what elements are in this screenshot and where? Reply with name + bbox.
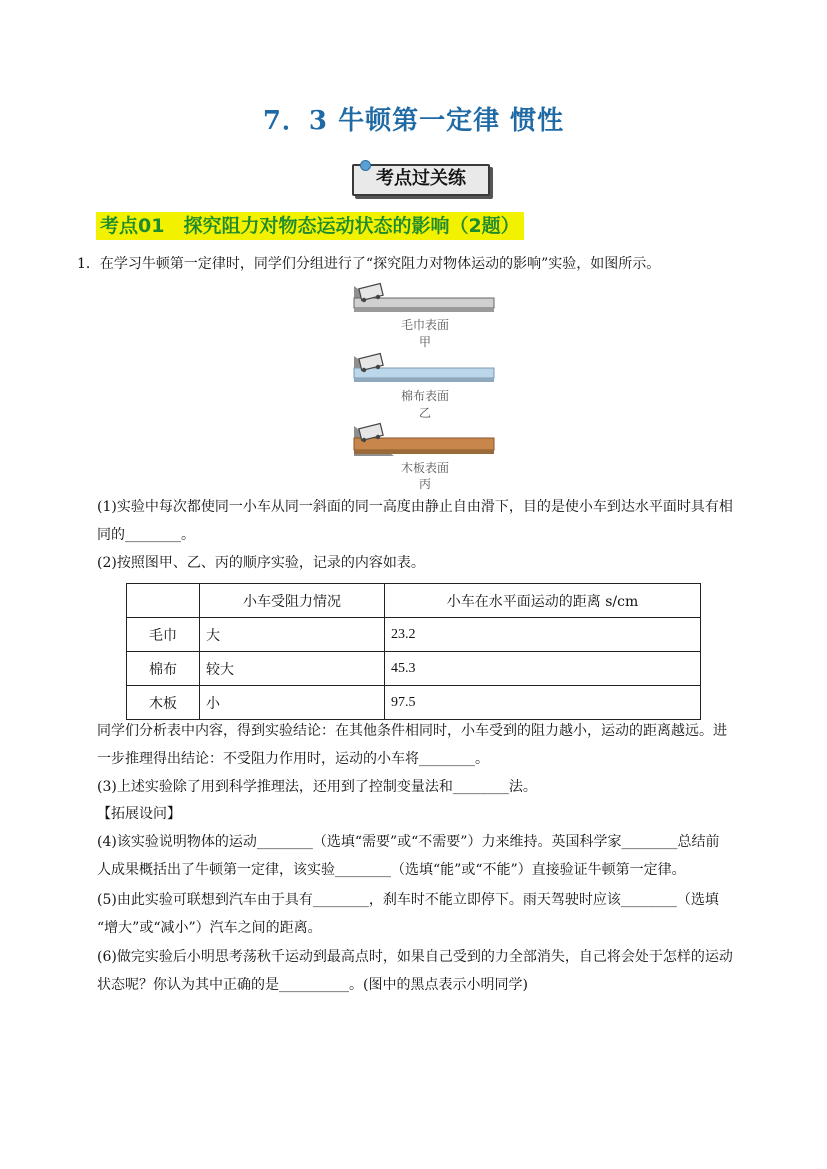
caption-surface-towel: 毛巾表面 <box>400 318 449 332</box>
incline-towel <box>354 284 494 312</box>
table-row <box>127 652 701 686</box>
table-cell: 毛巾 <box>127 618 200 652</box>
incline-wood <box>354 424 494 456</box>
table-header-cell: 小车在水平面运动的距离 s/cm <box>385 584 701 618</box>
q1-part1-line1: (1)实验中每次都使同一小车从同一斜面的同一高度由静止自由滑下，目的是使小车到达水平面时具有相 <box>97 499 733 515</box>
table-header-row <box>127 584 701 618</box>
wheel-icon <box>376 365 380 369</box>
caption-surface-wood: 木板表面 <box>400 461 449 475</box>
extension-heading: 【拓展设问】 <box>97 806 181 822</box>
page-title: 7．3 牛顿第一定律 惯性 <box>262 106 565 136</box>
section-heading: 考点01 探究阻力对物态运动状态的影响（2题） <box>96 212 524 240</box>
section-badge <box>352 160 492 194</box>
wheel-icon <box>362 368 366 372</box>
table-row <box>127 686 701 720</box>
table-cell: 棉布 <box>127 652 200 686</box>
table-row <box>127 618 701 652</box>
question-intro: 1．在学习牛顿第一定律时，同学们分组进行了“探究阻力对物体运动的影响”实验，如图所示。 <box>77 256 661 272</box>
table-cell: 小 <box>200 686 385 720</box>
table-cell: 45.3 <box>385 652 701 686</box>
q1-conclusion-line1: 同学们分析表中内容，得到实验结论：在其他条件相同时，小车受到的阻力越小，运动的距离越远。进 <box>97 723 727 739</box>
incline-cotton <box>354 354 494 382</box>
q1-part3: (3)上述实验除了用到科学推理法，还用到了控制变量法和________法。 <box>97 779 537 795</box>
surface-edge <box>354 450 494 454</box>
q1-part5-line2: “增大”或“减小”）汽车之间的距离。 <box>97 920 322 936</box>
table-header-cell: 小车受阻力情况 <box>200 584 385 618</box>
q1-conclusion-line2: 一步推理得出结论：不受阻力作用时，运动的小车将________。 <box>97 751 489 767</box>
q1-part4-line1: (4)该实验说明物体的运动________（选填“需要”或“不需要”）力来维持。英国科学家________总结前 <box>97 834 720 850</box>
badge-label: 考点过关练 <box>376 168 466 189</box>
results-table <box>126 583 701 720</box>
surface-edge <box>354 378 494 382</box>
cotton-surface <box>354 368 494 378</box>
experiment-figure <box>350 282 500 492</box>
table-cell: 木板 <box>127 686 200 720</box>
q1-part2: (2)按照图甲、乙、丙的顺序实验，记录的内容如表。 <box>97 555 425 571</box>
table-cell: 23.2 <box>385 618 701 652</box>
towel-surface <box>354 298 494 308</box>
table-cell: 大 <box>200 618 385 652</box>
table-cell: 97.5 <box>385 686 701 720</box>
q1-part1-line2: 同的________。 <box>97 527 195 543</box>
wheel-icon <box>376 435 380 439</box>
q1-part4-line2: 人成果概括出了牛顿第一定律，该实验________（选填“能”或“不能”）直接验证牛顿第一定律。 <box>97 862 686 878</box>
q1-part6-line2: 状态呢？你认为其中正确的是__________。(图中的黑点表示小明同学) <box>97 977 528 993</box>
surface-edge <box>354 308 494 312</box>
wood-surface <box>354 438 494 450</box>
wheel-icon <box>362 438 366 442</box>
caption-label-bing: 丙 <box>418 477 431 491</box>
wheel-icon <box>362 298 366 302</box>
table-header-cell <box>127 584 200 618</box>
caption-label-jia: 甲 <box>418 335 431 349</box>
caption-label-yi: 乙 <box>418 406 431 420</box>
wheel-icon <box>376 295 380 299</box>
caption-surface-cotton: 棉布表面 <box>400 389 449 403</box>
q1-part6-line1: (6)做完实验后小明思考荡秋千运动到最高点时，如果自己受到的力全部消失，自己将会处于怎样的运动 <box>97 949 733 965</box>
table-cell: 较大 <box>200 652 385 686</box>
q1-part5-line1: (5)由此实验可联想到汽车由于具有________，刹车时不能立即停下。雨天驾驶时应该________（选填 <box>97 892 719 908</box>
